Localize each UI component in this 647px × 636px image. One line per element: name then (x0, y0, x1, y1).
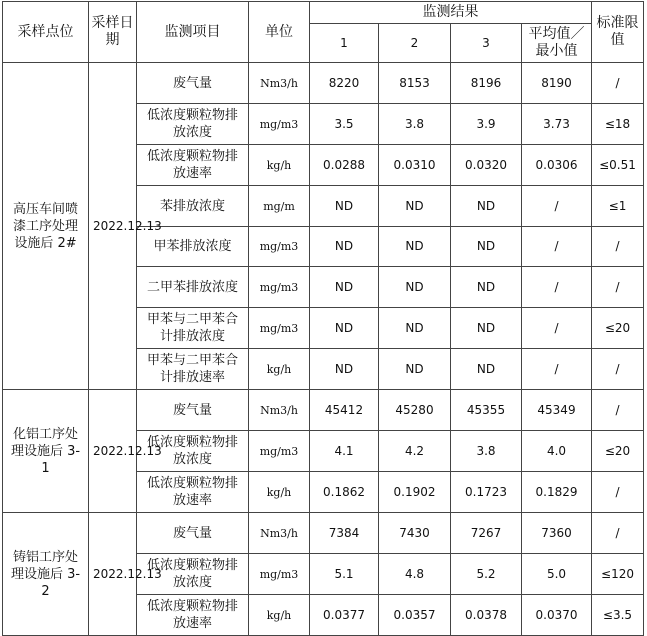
standard-limit: ≤0.51 (592, 145, 644, 186)
result-1: 8220 (310, 63, 379, 104)
result-3: ND (451, 186, 522, 227)
result-2: 4.2 (379, 431, 451, 472)
standard-limit: / (592, 267, 644, 308)
result-3: ND (451, 308, 522, 349)
result-2: 3.8 (379, 104, 451, 145)
result-average: / (522, 349, 592, 390)
monitoring-item: 废气量 (137, 513, 249, 554)
table-row (3, 63, 644, 104)
unit-cell: Nm3/h (249, 513, 310, 554)
standard-limit: ≤18 (592, 104, 644, 145)
monitoring-item: 甲苯与二甲苯合计排放浓度 (137, 308, 249, 349)
monitoring-item: 废气量 (137, 63, 249, 104)
sampling-location: 高压车间喷漆工序处理设施后 2# (3, 63, 89, 390)
monitoring-item: 甲苯排放浓度 (137, 227, 249, 267)
result-average: 45349 (522, 390, 592, 431)
standard-limit: / (592, 472, 644, 513)
sampling-date: 2022.12.13 (89, 513, 137, 636)
header-average: 平均值／最小值 (522, 24, 592, 63)
result-3: 3.8 (451, 431, 522, 472)
header-limit: 标准限值 (592, 2, 644, 63)
result-1: 0.1862 (310, 472, 379, 513)
result-average: 0.1829 (522, 472, 592, 513)
header-unit: 单位 (249, 2, 310, 63)
unit-cell: mg/m3 (249, 267, 310, 308)
result-1: ND (310, 349, 379, 390)
standard-limit: / (592, 513, 644, 554)
header-run-1: 1 (310, 24, 379, 63)
result-average: / (522, 186, 592, 227)
monitoring-item: 甲苯与二甲苯合计排放速率 (137, 349, 249, 390)
result-2: ND (379, 308, 451, 349)
sampling-location: 化铝工序处理设施后 3-1 (3, 390, 89, 513)
result-2: 8153 (379, 63, 451, 104)
result-2: ND (379, 227, 451, 267)
unit-cell: kg/h (249, 145, 310, 186)
result-2: 4.8 (379, 554, 451, 595)
result-2: ND (379, 267, 451, 308)
result-3: ND (451, 267, 522, 308)
monitoring-item: 低浓度颗粒物排放浓度 (137, 104, 249, 145)
table-body (3, 63, 644, 636)
result-3: ND (451, 227, 522, 267)
header-date: 采样日期 (89, 2, 137, 63)
result-1: 0.0288 (310, 145, 379, 186)
monitoring-item: 低浓度颗粒物排放浓度 (137, 554, 249, 595)
result-3: ND (451, 349, 522, 390)
result-average: 3.73 (522, 104, 592, 145)
standard-limit: ≤20 (592, 308, 644, 349)
result-3: 7267 (451, 513, 522, 554)
result-2: 0.1902 (379, 472, 451, 513)
monitoring-item: 废气量 (137, 390, 249, 431)
unit-cell: kg/h (249, 472, 310, 513)
result-3: 45355 (451, 390, 522, 431)
unit-cell: mg/m3 (249, 227, 310, 267)
header-results: 监测结果 (310, 2, 592, 24)
standard-limit: ≤120 (592, 554, 644, 595)
result-1: ND (310, 267, 379, 308)
monitoring-item: 低浓度颗粒物排放速率 (137, 595, 249, 636)
unit-cell: kg/h (249, 595, 310, 636)
unit-cell: mg/m3 (249, 431, 310, 472)
result-3: 3.9 (451, 104, 522, 145)
unit-cell: mg/m3 (249, 104, 310, 145)
table-row (3, 390, 644, 431)
result-3: 0.0320 (451, 145, 522, 186)
unit-cell: mg/m3 (249, 308, 310, 349)
result-1: ND (310, 227, 379, 267)
monitoring-item: 二甲苯排放浓度 (137, 267, 249, 308)
monitoring-item: 低浓度颗粒物排放浓度 (137, 431, 249, 472)
standard-limit: ≤20 (592, 431, 644, 472)
monitoring-item: 苯排放浓度 (137, 186, 249, 227)
result-2: 7430 (379, 513, 451, 554)
unit-cell: mg/m (249, 186, 310, 227)
result-2: ND (379, 349, 451, 390)
unit-cell: Nm3/h (249, 63, 310, 104)
result-1: 4.1 (310, 431, 379, 472)
result-3: 0.0378 (451, 595, 522, 636)
header-location: 采样点位 (3, 2, 89, 63)
result-average: / (522, 267, 592, 308)
result-average: 5.0 (522, 554, 592, 595)
result-1: ND (310, 308, 379, 349)
standard-limit: ≤1 (592, 186, 644, 227)
result-average: 4.0 (522, 431, 592, 472)
result-average: 8190 (522, 63, 592, 104)
result-average: / (522, 227, 592, 267)
standard-limit: / (592, 390, 644, 431)
result-3: 0.1723 (451, 472, 522, 513)
standard-limit: / (592, 227, 644, 267)
result-3: 8196 (451, 63, 522, 104)
sampling-location: 铸铝工序处理设施后 3-2 (3, 513, 89, 636)
result-average: 0.0370 (522, 595, 592, 636)
result-1: 0.0377 (310, 595, 379, 636)
monitoring-table (2, 1, 644, 636)
result-average: 0.0306 (522, 145, 592, 186)
result-average: / (522, 308, 592, 349)
result-1: 5.1 (310, 554, 379, 595)
result-1: 45412 (310, 390, 379, 431)
result-2: 0.0357 (379, 595, 451, 636)
standard-limit: / (592, 349, 644, 390)
table-row (3, 513, 644, 554)
sampling-date: 2022.12.13 (89, 390, 137, 513)
standard-limit: / (592, 63, 644, 104)
header-run-3: 3 (451, 24, 522, 63)
sampling-date: 2022.12.13 (89, 63, 137, 390)
header-run-2: 2 (379, 24, 451, 63)
result-2: 45280 (379, 390, 451, 431)
result-2: 0.0310 (379, 145, 451, 186)
result-3: 5.2 (451, 554, 522, 595)
result-1: 7384 (310, 513, 379, 554)
result-2: ND (379, 186, 451, 227)
monitoring-item: 低浓度颗粒物排放速率 (137, 472, 249, 513)
result-1: 3.5 (310, 104, 379, 145)
unit-cell: kg/h (249, 349, 310, 390)
unit-cell: mg/m3 (249, 554, 310, 595)
header-item: 监测项目 (137, 2, 249, 63)
unit-cell: Nm3/h (249, 390, 310, 431)
standard-limit: ≤3.5 (592, 595, 644, 636)
result-1: ND (310, 186, 379, 227)
monitoring-item: 低浓度颗粒物排放速率 (137, 145, 249, 186)
result-average: 7360 (522, 513, 592, 554)
